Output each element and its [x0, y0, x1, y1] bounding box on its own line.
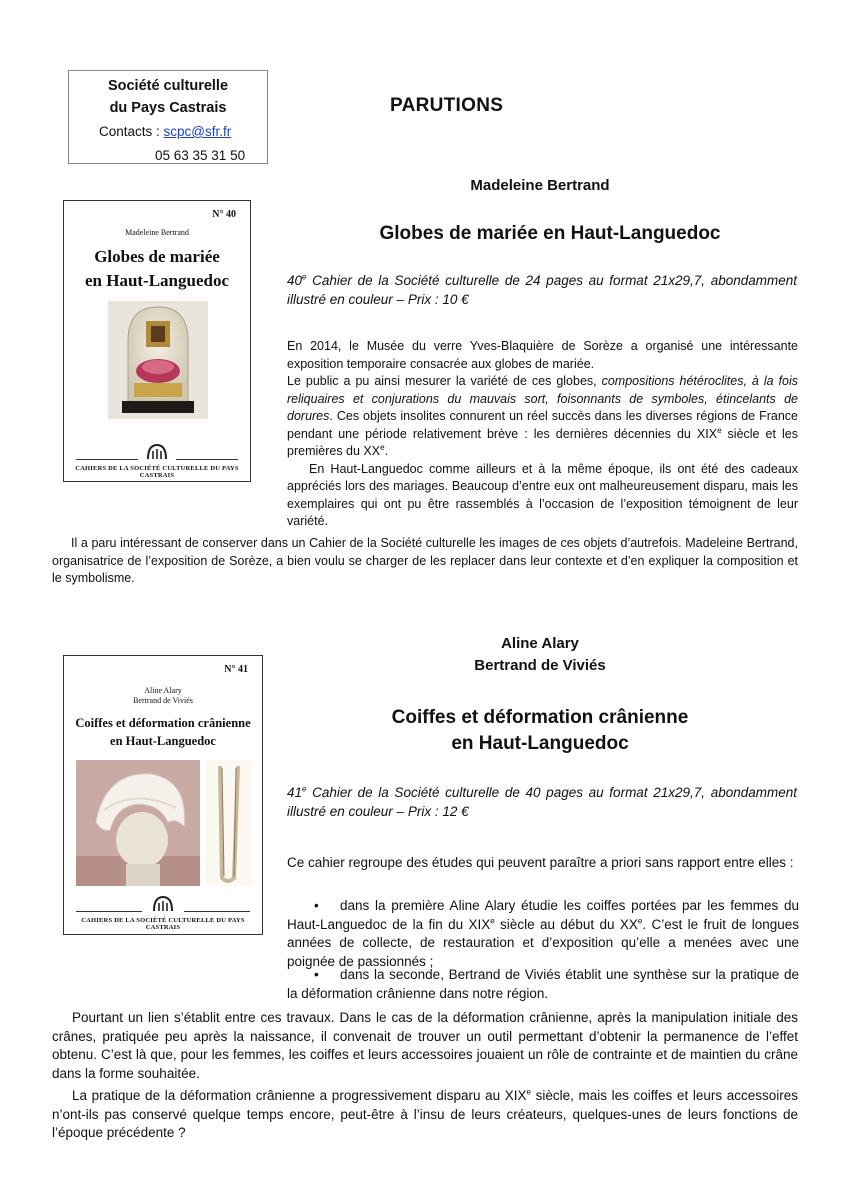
book2-author-line2: Bertrand de Viviés — [474, 657, 606, 674]
book2-author-line1: Aline Alary — [501, 635, 579, 652]
contact-box — [68, 70, 268, 164]
cover-number: N° 41 — [224, 664, 248, 675]
book2-bullet-2 — [287, 966, 799, 1003]
sup: e — [717, 425, 722, 435]
book1-description — [287, 338, 798, 531]
cover-rule-right — [184, 911, 250, 912]
cover-footer: CAHIERS DE LA SOCIÉTÉ CULTURELLE DU PAYS CASTRAIS — [81, 917, 245, 931]
sup: e — [526, 1087, 531, 1097]
cover-rule-left — [76, 911, 142, 912]
text: siècle au début du XX — [494, 916, 638, 932]
book1-meta — [287, 271, 797, 309]
cover-author: Madeleine Bertrand — [125, 228, 189, 237]
cover-rule-right — [176, 459, 238, 460]
italic-text: compositions hétéroclites, à la fois reliquaires et conjurations du mauvais sort, foisonnants de symboles, étincelants de dorures — [287, 374, 798, 423]
cover-author-line1: Aline Alary — [144, 686, 182, 695]
text: Le public a pu ainsi mesurer la variété de ces globes, — [287, 374, 602, 388]
text: . — [384, 444, 389, 458]
book1-paragraph-4: Il a paru intéressant de conserver dans un Cahier de la Société culturelle les images de ces objets d’autrefois. Madeleine Bertrand, organisatrice de l’exposition de Sorèze, a bien voulu se charger de les replacer dans leur contexte et d’en expliquer la composition et le symbolisme. — [52, 536, 798, 585]
phone-number: 05 63 35 31 50 — [155, 148, 246, 163]
meta-number: 40 — [287, 273, 303, 288]
bonnet-photo-image — [76, 760, 200, 886]
meta-sup: e — [302, 784, 307, 794]
book2-meta — [287, 783, 797, 821]
glass-globe-image — [108, 301, 208, 419]
book-cover-40 — [63, 200, 251, 482]
text: siècle, mais les coiffes et leurs accessoires n’ont-ils pas conservé quelque temps encore, peut-être à l’insu de leurs créateurs, quelques-unes de leurs fonctions de l’époque précédente ? — [52, 1088, 798, 1140]
book2-paragraph-1: Pourtant un lien s’établit entre ces travaux. Dans le cas de la déformation crânienne, après la manipulation initiale des crânes, pratiquée peu après la naissance, il convenait de trouver un outil permettant d’obtenir la permanence de l’effet obtenu. C’est là que, pour les femmes, les coiffes et leurs accessoires jouaient un rôle de contrainte et de maintien du crâne dans la forme souhaitée. — [52, 1010, 798, 1081]
meta-text: Cahier de la Société culturelle de 40 pages au format 21x29,7, abondamment illustré en couleur – Prix : 12 € — [287, 785, 797, 819]
book2-bullet-1 — [287, 897, 799, 971]
book1-paragraph-2 — [287, 373, 798, 461]
text: . C’est le fruit de longues années de collecte, de restauration et d’exposition qu’elle a menées avec une poignée de passionnés ; — [287, 916, 799, 969]
text: dans la première Aline Alary étudie les coiffes portées par les femmes du Haut-Languedoc de la fin du XIX — [287, 898, 799, 932]
bullet-icon: • — [314, 898, 319, 913]
bullet-icon: • — [314, 967, 319, 982]
org-name-line1: Société culturelle — [107, 78, 229, 94]
cover-author-line2: Bertrand de Viviés — [133, 696, 193, 705]
cover-title-line2: en Haut-Languedoc — [84, 271, 230, 290]
headband-photo-image — [206, 760, 252, 886]
text: siècle et les premières du XX — [287, 426, 798, 458]
meta-text: Cahier de la Société culturelle de 24 pages au format 21x29,7, abondamment illustré en couleur – Prix : 10 € — [287, 273, 797, 307]
book1-title: Globes de mariée en Haut-Languedoc — [379, 223, 721, 244]
org-name-line2: du Pays Castrais — [109, 100, 227, 116]
book2-intro: Ce cahier regroupe des études qui peuvent paraître a priori sans rapport entre elles : — [287, 855, 794, 870]
book-cover-41 — [63, 655, 263, 935]
meta-sup: e — [302, 272, 307, 282]
book1-paragraph-1: En 2014, le Musée du verre Yves-Blaquière de Sorèze a organisé une intéressante exposition temporaire consacrée aux globes de mariée. — [287, 339, 798, 371]
page-heading: PARUTIONS — [390, 95, 504, 116]
book2-title-line2: en Haut-Languedoc — [451, 733, 629, 754]
text: . Ces objets insolites connurent un réel succès dans les diverses régions de France pendant une période relativement brève : les dernières décennies du XIX — [287, 409, 798, 441]
meta-number: 41 — [287, 785, 303, 800]
society-logo-icon — [150, 893, 176, 915]
email-link[interactable]: scpc@sfr.fr — [163, 124, 232, 139]
book2-title-line1: Coiffes et déformation crânienne — [391, 707, 689, 728]
text: dans la seconde, Bertrand de Viviés établit une synthèse sur la pratique de la déformation crânienne dans notre région. — [287, 967, 799, 1001]
cover-rule-left — [76, 459, 138, 460]
text: La pratique de la déformation crânienne a progressivement disparu au XIX — [72, 1088, 527, 1103]
book1-author: Madeleine Bertrand — [470, 177, 610, 194]
society-logo-icon — [144, 441, 170, 463]
sup: e — [637, 916, 643, 925]
cover-title-line2: en Haut-Languedoc — [110, 734, 216, 748]
cover-title-line1: Globes de mariée — [94, 247, 220, 266]
sup: e — [380, 442, 385, 452]
contacts-line — [99, 124, 231, 139]
cover-footer: CAHIERS DE LA SOCIÉTÉ CULTURELLE DU PAYS CASTRAIS — [75, 465, 239, 479]
cover-number: N° 40 — [212, 209, 236, 220]
sup: e — [490, 916, 495, 925]
cover-title-line1: Coiffes et déformation crânienne — [75, 716, 251, 730]
book1-paragraph-3: En Haut-Languedoc comme ailleurs et à la même époque, ils ont été des cadeaux appréciés lors des mariages. Beaucoup d’entre eux ont malheureusement disparu, mais les exemplaires qui ont pu être rassemblés à l’occasion de l’exposition témoignent de leur variété. — [287, 461, 798, 528]
contacts-label: Contacts : — [99, 124, 160, 139]
book2-paragraph-2 — [52, 1087, 798, 1143]
